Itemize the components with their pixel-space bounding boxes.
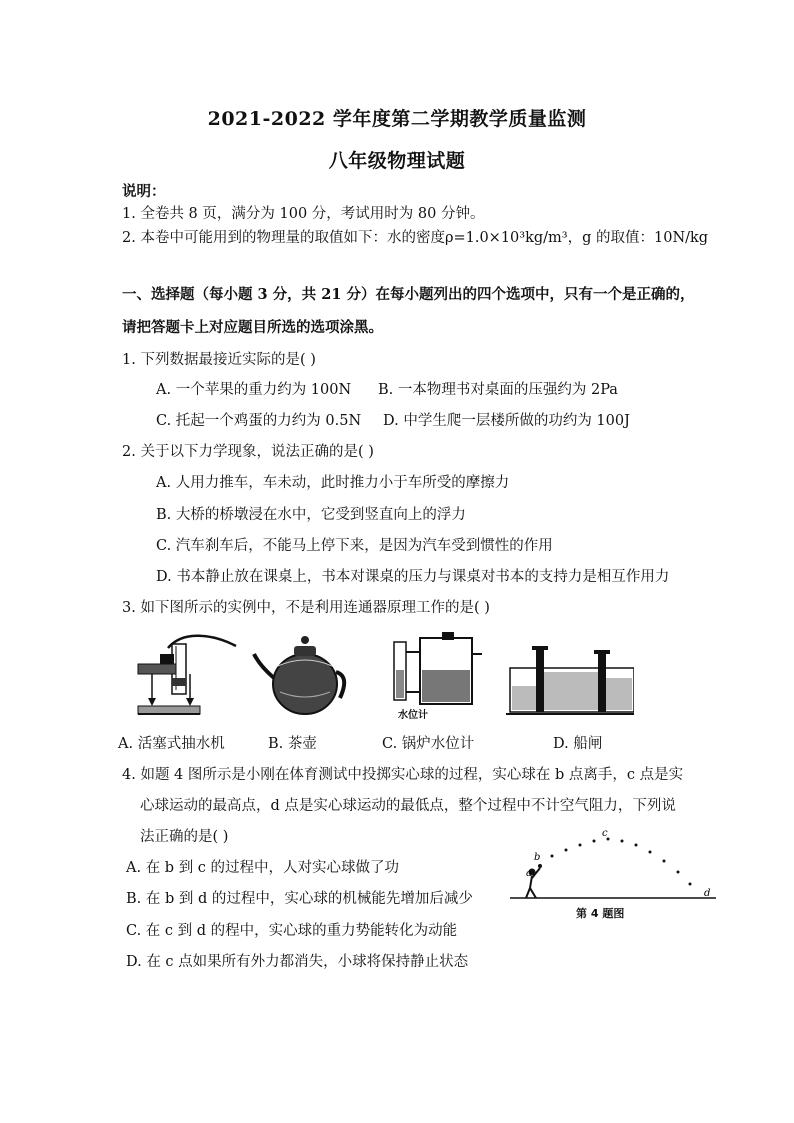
question-3-option-c: C. 锅炉水位计 xyxy=(382,736,475,752)
question-3-option-d: D. 船闸 xyxy=(553,736,603,752)
question-2-stem: 2. 关于以下力学现象，说法正确的是( ) xyxy=(122,444,374,460)
water-gauge-caption: 水位计 xyxy=(398,710,428,721)
teapot-figure xyxy=(250,626,354,722)
question-3-option-a: A. 活塞式抽水机 xyxy=(118,736,225,752)
question-4-option-a: A. 在 b 到 c 的过程中，人对实心球做了功 xyxy=(126,860,400,876)
point-a-label: a xyxy=(526,868,532,879)
page-subtitle: 八年级物理试题 xyxy=(328,150,466,172)
page-title: 2021-2022 学年度第二学期教学质量监测 xyxy=(207,108,587,130)
question-2-option-b: B. 大桥的桥墩浸在水中，它受到竖直向上的浮力 xyxy=(156,507,466,523)
question-4-stem-line-1: 4. 如题 4 图所示是小刚在体育测试中投掷实心球的过程，实心球在 b 点离手，c 点是实 xyxy=(122,767,684,783)
trajectory-figure xyxy=(506,826,718,906)
point-d-label: d xyxy=(704,888,711,899)
question-4-option-b: B. 在 b 到 d 的过程中，实心球的机械能先增加后减少 xyxy=(126,891,473,907)
section-heading: 一、选择题（每小题 3 分，共 21 分）在每小题列出的四个选项中，只有一个是正确的， xyxy=(122,286,695,303)
section-instruction: 请把答题卡上对应题目所选的选项涂黑。 xyxy=(122,319,383,336)
question-2-option-c: C. 汽车刹车后，不能马上停下来，是因为汽车受到惯性的作用 xyxy=(156,538,553,554)
point-c-label: c xyxy=(602,828,608,839)
question-1-option-c: C. 托起一个鸡蛋的力约为 0.5N xyxy=(156,413,362,429)
point-b-label: b xyxy=(534,852,541,863)
figure-4-caption: 第 4 题图 xyxy=(576,907,625,920)
piston-pump-figure xyxy=(128,626,240,722)
ship-lock-figure xyxy=(506,636,634,720)
question-2-option-d: D. 书本静止放在课桌上，书本对课桌的压力与课桌对书本的支持力是相互作用力 xyxy=(156,569,670,585)
notes-heading: 说明： xyxy=(122,183,166,200)
question-1-stem: 1. 下列数据最接近实际的是( ) xyxy=(122,352,316,368)
question-1-option-d: D. 中学生爬一层楼所做的功约为 100J xyxy=(383,413,630,429)
question-4-stem-line-3: 法正确的是( ) xyxy=(140,829,229,845)
question-4-option-c: C. 在 c 到 d 的程中，实心球的重力势能转化为动能 xyxy=(126,923,458,939)
question-1-option-a: A. 一个苹果的重力约为 100N xyxy=(156,382,352,398)
notes-item-2: 2. 本卷中可能用到的物理量的取值如下：水的密度ρ=1.0×10³kg/m³，g 的取值：10N/kg xyxy=(122,230,709,246)
notes-item-1: 1. 全卷共 8 页，满分为 100 分，考试用时为 80 分钟。 xyxy=(122,206,485,222)
question-2-option-a: A. 人用力推车，车未动，此时推力小于车所受的摩擦力 xyxy=(156,475,510,491)
question-3-option-b: B. 茶壶 xyxy=(268,736,317,752)
question-1-option-b: B. 一本物理书对桌面的压强约为 2Pa xyxy=(378,382,618,398)
question-4-stem-line-2: 心球运动的最高点，d 点是实心球运动的最低点，整个过程中不计空气阻力，下列说 xyxy=(140,798,676,814)
question-4-option-d: D. 在 c 点如果所有外力都消失，小球将保持静止状态 xyxy=(126,954,469,970)
question-3-stem: 3. 如下图所示的实例中，不是利用连通器原理工作的是( ) xyxy=(122,600,490,616)
trajectory-dots xyxy=(551,838,692,886)
